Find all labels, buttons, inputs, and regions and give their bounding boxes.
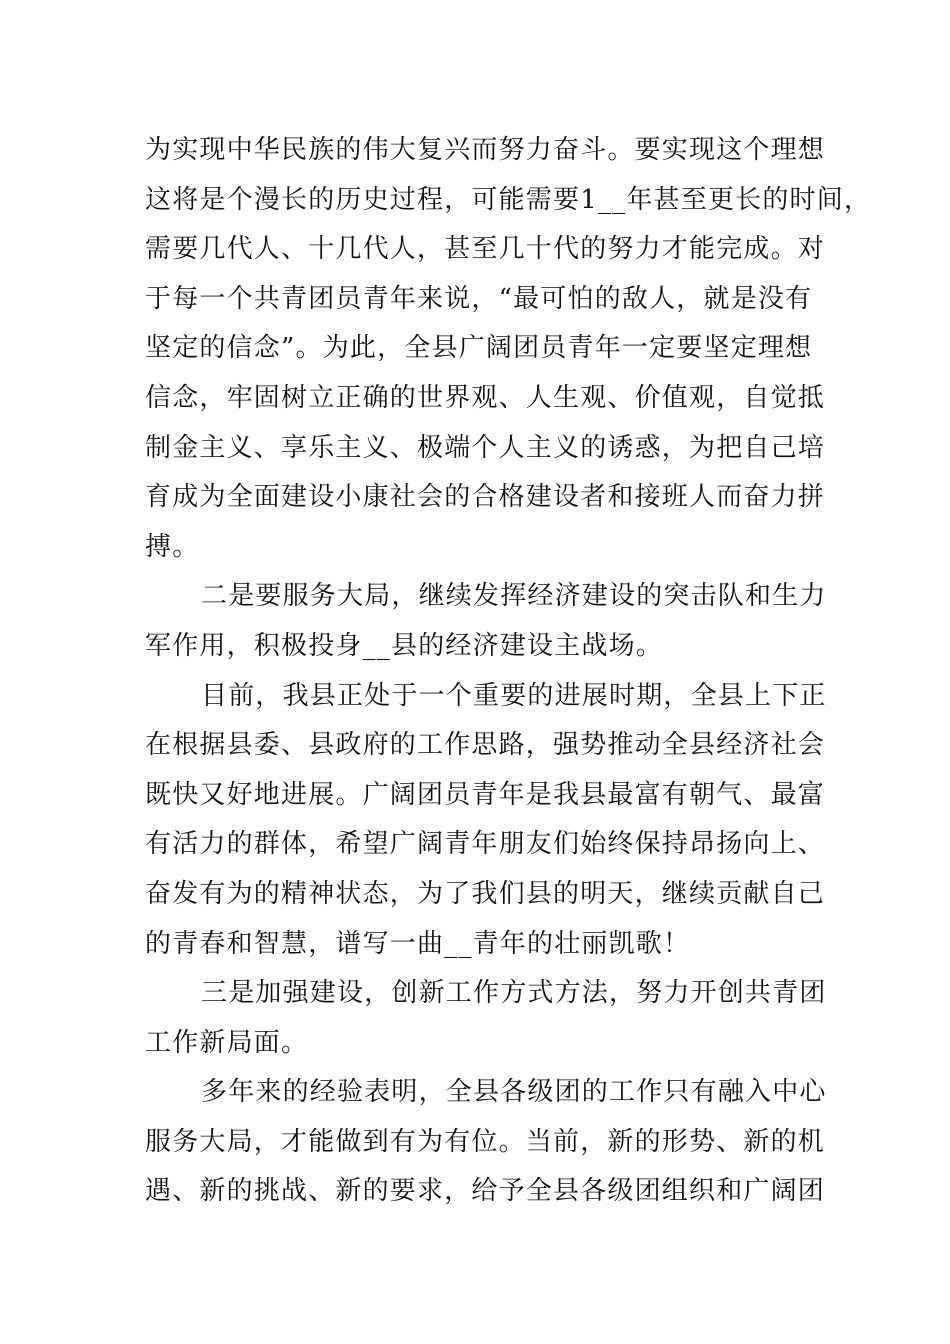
text-line: 在根据县委、县政府的工作思路，强势推动全县经济社会 bbox=[145, 730, 826, 761]
text-line: 工作新局面。 bbox=[145, 1027, 309, 1058]
text-line: 为实现中华民族的伟大复兴而努力奋斗。要实现这个理想 bbox=[145, 135, 826, 165]
text-line: 三是加强建设，创新工作方式方法，努力开创共青团 bbox=[201, 978, 827, 1009]
text-line: 军作用，积极投身__县的经济建设主战场。 bbox=[145, 630, 664, 661]
text-line: 制金主义、享乐主义、极端个人主义的诱惑，为把自己培 bbox=[145, 432, 826, 463]
text-line: 的青春和智慧，谱写一曲__青年的壮丽凯歌！ bbox=[145, 928, 691, 959]
text-line: 于每一个共青团员青年来说，“最可怕的敌人，就是没有 bbox=[145, 283, 813, 314]
text-line: 育成为全面建设小康社会的合格建设者和接班人而奋力拼 bbox=[145, 482, 826, 513]
text-line: 多年来的经验表明，全县各级团的工作只有融入中心 bbox=[201, 1077, 827, 1108]
text-line: 搏。 bbox=[145, 531, 200, 562]
document-body bbox=[145, 126, 872, 1217]
text-line: 坚定的信念”。为此，全县广阔团员青年一定要坚定理想 bbox=[145, 333, 813, 364]
paragraph bbox=[145, 1068, 827, 1217]
text-line: 需要几代人、十几代人，甚至几十代的努力才能完成。对 bbox=[145, 234, 826, 265]
text-line: 这将是个漫长的历史过程，可能需要1__年甚至更长的时间， bbox=[145, 184, 872, 215]
text-line: 二是要服务大局，继续发挥经济建设的突击队和生力 bbox=[201, 581, 827, 612]
text-line: 有活力的群体，希望广阔青年朋友们始终保持昂扬向上、 bbox=[145, 829, 826, 860]
text-line: 既快又好地进展。广阔团员青年是我县最富有朝气、最富 bbox=[145, 779, 826, 810]
text-line: 目前，我县正处于一个重要的进展时期，全县上下正 bbox=[201, 680, 827, 711]
text-line: 遇、新的挑战、新的要求，给予全县各级团组织和广阔团 bbox=[145, 1176, 826, 1207]
paragraph bbox=[145, 572, 827, 671]
text-line: 服务大局，才能做到有为有位。当前，新的形势、新的机 bbox=[145, 1126, 826, 1157]
paragraph bbox=[145, 969, 827, 1068]
text-line: 奋发有为的精神状态，为了我们县的明天，继续贡献自己 bbox=[145, 878, 826, 909]
text-line: 信念，牢固树立正确的世界观、人生观、价值观，自觉抵 bbox=[145, 382, 826, 413]
paragraph bbox=[145, 126, 872, 572]
paragraph bbox=[145, 672, 827, 970]
